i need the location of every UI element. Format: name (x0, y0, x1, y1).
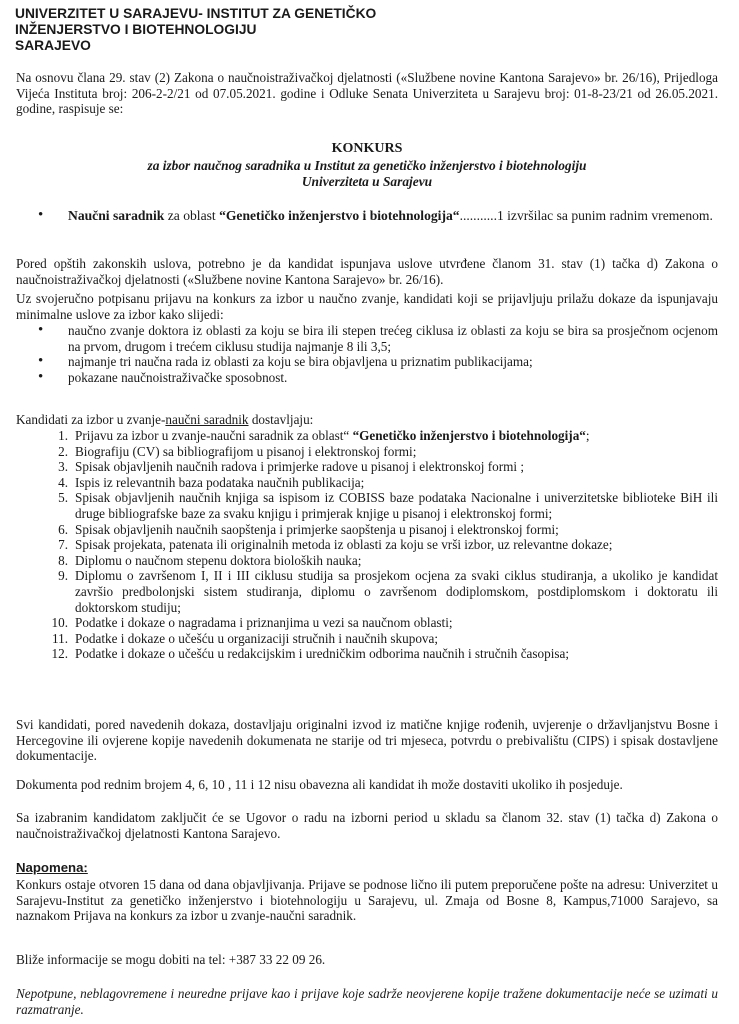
item-number: 6. (58, 521, 68, 537)
docs-intro-a: Kandidati za izbor u zvanje- (16, 412, 166, 427)
document-item (16, 615, 718, 631)
conditions-list (16, 323, 718, 385)
item-number: 12. (51, 646, 68, 662)
document-item (16, 522, 718, 538)
document-item (16, 646, 718, 662)
item-text: Spisak objavljenih naučnih radova i primjerke radove u pisanoj i elektronskoj formi ; (75, 459, 524, 475)
item-text: Spisak objavljenih naučnih knjiga sa ispisom iz COBISS baze podataka Nacionalne i univerzitetske biblioteke BiH ili druge bibliografske baze za svaku knjigu i primjerak knjige u pisanoj i elektronskoj formi; (75, 490, 718, 521)
item-text: Podatke i dokaze o učešću u organizaciji stručnih i naučnih skupova; (75, 630, 439, 646)
item-text: Spisak projekata, patenata ili originalnih metoda iz oblasti za koju se vrši izbor, uz relevantne dokaze; (75, 537, 613, 553)
item-field: “Genetičko inženjerstvo i biotehnologija“ (352, 428, 586, 443)
condition-item: • pokazane naučnoistraživačke sposobnost. (16, 370, 718, 386)
all-candidates-paragraph: Svi kandidati, pored navedenih dokaza, dostavljaju originalni izvod iz matične knjige rođenih, uvjerenje o državljanjstvu Bosne i Hercegovine ili ovjerene kopije navedenih dokumenata ne starije od tri mjeseca, potvrdu o prebivalištu (CIPS) i spisak dostavljene dokumentacije. (16, 717, 718, 764)
contract-paragraph: Sa izabranim kandidatom zaključit će se Ugovor o radu na izborni period u skladu sa članom 32. stav (1) tačka d) Zakona o naučnoistraživačkoj djelatnosti Kantona Sarajevo. (16, 810, 718, 841)
document-item (16, 537, 718, 553)
position-mid: za oblast (164, 208, 220, 223)
item-number: 9. (58, 568, 68, 584)
position-list (16, 207, 718, 224)
item-text: Podatke i dokaze o nagradama i priznanjima u vezi sa naučnom oblasti; (75, 615, 453, 631)
document-item (16, 444, 718, 460)
position-field: “Genetičko inženjerstvo i biotehnologija“ (219, 208, 460, 223)
document-item (16, 475, 718, 491)
condition-item: • najmanje tri naučna rada iz oblasti za koju se bira objavljena u priznatim publikacijama; (16, 354, 718, 370)
position-role: Naučni saradnik (68, 208, 165, 223)
document-item (16, 459, 718, 475)
item-number: 7. (58, 537, 68, 553)
conditions-intro-2: Uz svojeručno potpisanu prijavu na konkurs za izbor u naučno zvanje, kandidati koji se prijavljuju prilažu dokaze da ispunjavaju minimalne uslove za izbor kako slijedi: (16, 291, 718, 322)
item-number: 1. (58, 428, 68, 443)
conditions-intro: Pored opštih zakonskih uslova, potrebno je da kandidat ispunjava uslove utvrđene članom 31. stav (1) tačka d) Zakona o naučnoistraživačkoj djelatnosti («Službene novine Kantona Sarajevo» br. 26/16). (16, 256, 718, 287)
condition-item: • naučno zvanje doktora iz oblasti za koju se bira ili stepen trećeg ciklusa iz oblasti za koju se bira sa prosječnom ocjenom na prvom, drugom i trećem ciklusu studija najmanje 8 ili 3,5; (16, 323, 718, 354)
note-heading-text: Napomena: (16, 860, 88, 875)
item-number: 10. (51, 615, 68, 631)
item-number: 4. (58, 474, 68, 490)
intro-paragraph: Na osnovu člana 29. stav (2) Zakona o naučnoistraživačkoj djelatnosti («Službene novine Kantona Sarajevo» br. 26/16), Prijedloga Vijeća Instituta broj: 206-2-2/21 od 07.05.2021. godine i Odluke Senata Univerziteta u Sarajevu broj: 01-8-23/21 od 26.05.2021. godine, raspisuje se: (16, 70, 718, 117)
item-number: 5. (58, 490, 68, 506)
header-line-1: UNIVERZITET U SARAJEVU- INSTITUT ZA GENETIČKO (15, 6, 377, 21)
note-heading (16, 860, 718, 876)
item-number: 11. (52, 630, 68, 646)
header-line-2: INŽENJERSTVO I BIOTEHNOLOGIJU (15, 22, 257, 37)
final-remark: Nepotpune, neblagovremene i neuredne prijave kao i prijave koje sadrže neovjerene kopije tražene dokumentacije neće se uzimati u razmatranje. (16, 986, 718, 1017)
document-item (16, 490, 718, 521)
item-text: Biografiju (CV) sa bibliografijom u pisanoj i elektronskoj formi; (75, 443, 417, 459)
document-title: KONKURS (331, 141, 403, 156)
docs-intro-c: dostavljaju: (248, 412, 314, 427)
document-item (16, 553, 718, 569)
position-item (16, 207, 718, 224)
header-line-3: SARAJEVO (15, 38, 91, 53)
subtitle-line-2: Univerziteta u Sarajevu (301, 174, 433, 189)
institution-header (15, 6, 376, 54)
documents-list (16, 428, 718, 662)
item-number: 8. (58, 552, 68, 568)
document-item (16, 568, 718, 615)
optional-documents-paragraph: Dokumenta pod rednim brojem 4, 6, 10 , 11 i 12 nisu obavezna ali kandidat ih može dostaviti ukoliko ih posjeduje. (16, 777, 623, 792)
item-number: 3. (58, 459, 68, 475)
item-text: Ispis iz relevantnih baza podataka naučnih publikacija; (75, 474, 365, 490)
item-text: Spisak objavljenih naučnih saopštenja i primjerke saopštenja u pisanoj i elektronskoj formi; (75, 521, 559, 537)
position-rest: ...........1 izvršilac sa punim radnim vremenom. (459, 208, 713, 223)
item-text: Diplomu o naučnom stepenu doktora bioloških nauka; (75, 552, 362, 568)
docs-intro-role: naučni saradnik (165, 412, 249, 427)
item-text: Diplomu o završenom I, II i III ciklusu studija sa prosjekom ocjena za svaki ciklus studiranja, a ukoliko je kandidat završio predbolonjski sistem studiranja, diplomu o završenom dodiplomskom, postdiplomskom i doktoratu ili doktorskom studiju; (75, 568, 718, 615)
document-item (16, 428, 718, 444)
info-line: Bliže informacije se mogu dobiti na tel: +387 33 22 09 26. (16, 952, 326, 967)
note-paragraph: Konkurs ostaje otvoren 15 dana od dana objavljivanja. Prijave se podnose lično ili putem preporučene pošte na adresu: Univerzitet u Sarajevu-Institut za genetičko inženjerstvo i biotehnologiju u Sarajevu, ul. Zmaja od Bosne 8, Kampus,71000 Sarajevo, sa naznakom Prijava na konkurs za izbor u zvanje-naučni saradnik. (16, 877, 718, 924)
item-tail: ; (585, 428, 590, 443)
docs-intro (16, 412, 718, 428)
subtitle-line-1: za izbor naučnog saradnika u Institut za genetičko inženjerstvo i biotehnologiju (147, 158, 587, 173)
item-text: Prijavu za izbor u zvanje-naučni saradnik za oblast“ (75, 428, 353, 443)
item-number: 2. (58, 443, 68, 459)
document-item (16, 631, 718, 647)
item-text: Podatke i dokaze o učešću u redakcijskim i uredničkim odborima naučnih i stručnih časopisa; (75, 646, 570, 662)
